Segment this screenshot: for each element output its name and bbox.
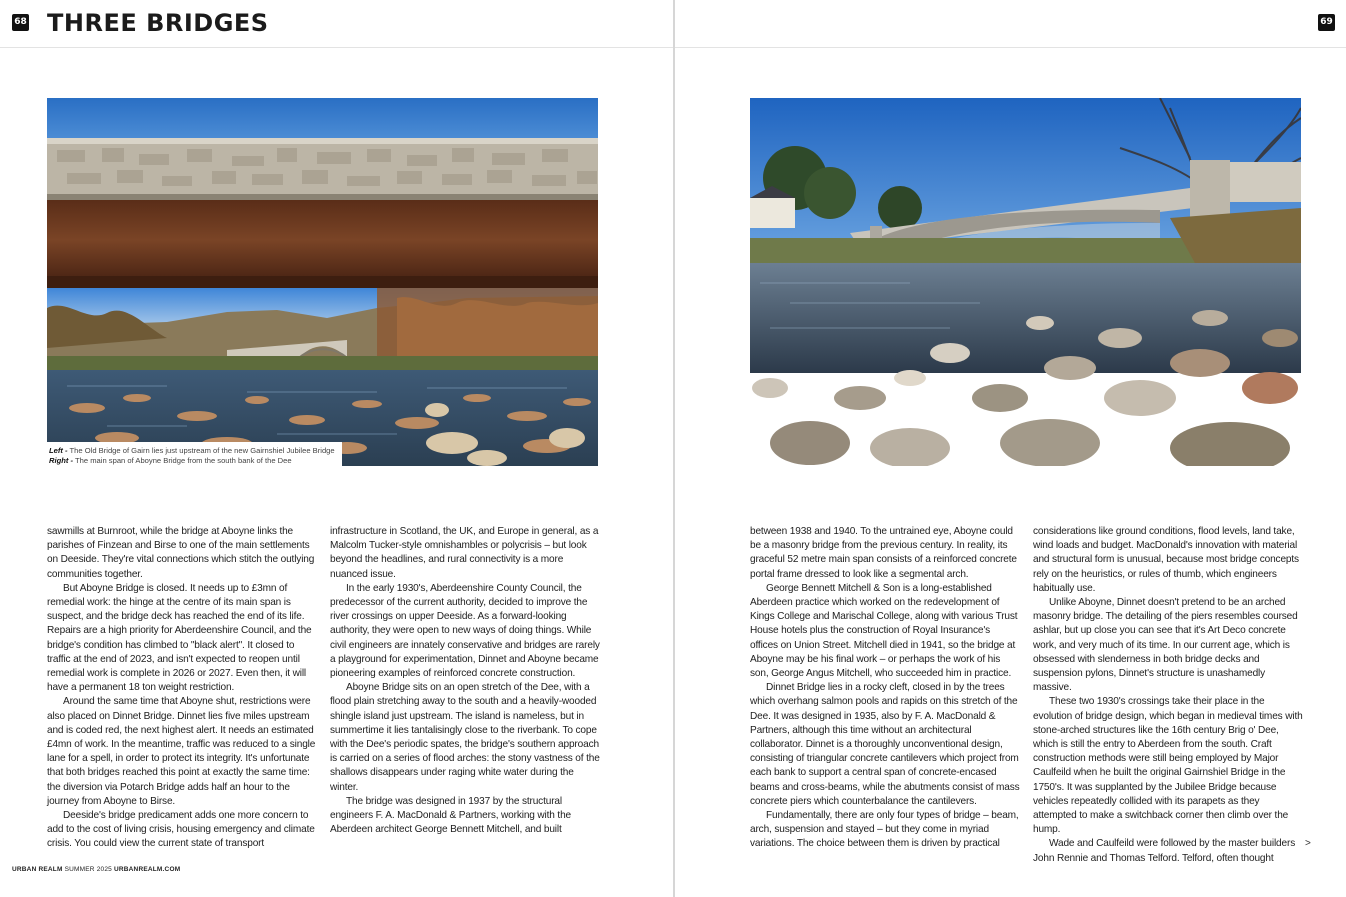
caption-left-text: The Old Bridge of Gairn lies just upstream of the new Gairnshiel Jubilee Bridge xyxy=(69,446,335,455)
folio xyxy=(12,866,180,873)
paragraph: Around the same time that Aboyne shut, restrictions were also placed on Dinnet Bridge. Dinnet lies five miles upstream and is coded red, the next highest alert. It needs an estimated £4mn of work. In the meantime, traffic was reduced to a single lane for a spell, in order to protect its integrity. It's unfortunate that both bridges reached this point at exactly the same time: the diversion via Potarch Bridge adds half an hour to the journey from Aboyne to Birse. xyxy=(47,696,316,807)
paragraph: Dinnet Bridge lies in a rocky cleft, closed in by the trees which overhang salmon pools and rapids on this stretch of the Dee. It was designed in 1935, also by F. A. MacDonald & Partners, although this time without an architectural collaborator. Dinnet is a thoroughly unconventional design, consisting of triangular concrete cantilevers which project from each bank to support a central span of concrete-encased beams and cross-beams, while the abutments consist of mass concrete piers which counterbalance the cantilevers. xyxy=(750,682,1020,807)
photo-caption xyxy=(47,442,342,466)
continue-arrow-icon: > xyxy=(1305,838,1311,849)
paragraph: Deeside's bridge predicament adds one more concern to add to the cost of living crisis, housing emergency and climate crisis. You could view the current state of transport xyxy=(47,810,315,850)
article-column-left-1 xyxy=(47,525,317,852)
page-number-left: 68 xyxy=(12,14,29,31)
header-rule xyxy=(0,47,673,48)
paragraph: But Aboyne Bridge is closed. It needs up to £3mn of remedial work: the hinge at the centre of its main span is suspect, and the bridge deck has reached the end of its life. Repairs are a high priority for Aberdeenshire Council, and the bridge's condition has climbed to "black alert". It closed to traffic at the end of 2023, and isn't expected to reopen until remedial work is complete in 2026 or 2027. Even then, it will have a permanent 18 ton weight restriction. xyxy=(47,582,312,694)
paragraph: Wade and Caulfeild were followed by the master builders John Rennie and Thomas Telford. Telford, often thought xyxy=(1033,838,1296,864)
article-column-right-2 xyxy=(1033,525,1303,866)
caption-right-label: Right - xyxy=(49,456,74,465)
publication-name: URBAN REALM xyxy=(12,866,63,873)
page-number-right: 69 xyxy=(1318,14,1335,31)
paragraph: between 1938 and 1940. To the untrained eye, Aboyne could be a masonry bridge from the previous century. In reality, its graceful 52 metre main span consists of a reinforced concrete portal frame dressed to look like a segmental arch. xyxy=(750,526,1017,580)
paragraph: Aboyne Bridge sits on an open stretch of the Dee, with a flood plain stretching away to the south and a heavily-wooded shingle island just upstream. The island is nameless, but in summertime it lies tantalisingly close to the riverbank. To cope with the Dee's periodic spates, the bridge's southern approach is carried on a series of flood arches: the stony vastness of the shallows disappears under raging white water during the winter. xyxy=(330,682,600,793)
left-photo xyxy=(47,98,598,466)
right-page xyxy=(675,0,1346,897)
right-photo xyxy=(750,98,1301,466)
paragraph: considerations like ground conditions, flood levels, land take, wind loads and budget. MacDonald's innovation with material and structural form is unusual, because most bridge concepts rely on the heuristics, or rules of thumb, which engineers habitually use. xyxy=(1033,526,1299,594)
paragraph: infrastructure in Scotland, the UK, and Europe in general, as a Malcolm Tucker-style omnishambles or polycrisis – but look beyond the headlines, and rural connectivity is a more nuanced issue. xyxy=(330,526,599,580)
header-rule xyxy=(675,47,1346,48)
issue-label: SUMMER 2025 xyxy=(62,866,114,873)
article-column-left-2 xyxy=(330,525,600,837)
section-title: THREE BRIDGES xyxy=(47,9,269,37)
paragraph: These two 1930's crossings take their place in the evolution of bridge design, which began in medieval times with stone-arched structures like the 16th century Brig o' Dee, which is still the entry to Aberdeen from the south. Craft construction methods were still being employed by Major Caulfeild when he built the original Gairnshiel Bridge in the 1750's. It was supplanted by the Jubilee Bridge because vehicles repeatedly collided with its parapets as they attempted to make a switchback corner then climb over the hump. xyxy=(1033,696,1303,836)
paragraph: George Bennett Mitchell & Son is a long-established Aberdeen practice which worked on the redevelopment of Kings College and Marischal College, along with various Trust House hotels plus the construction of Royal Insurance's offices on Union Street. Mitchell died in 1941, so the bridge at Aboyne may be his final work – or perhaps the work of his son, George Angus Mitchell, who succeeded him in practice. xyxy=(750,582,1018,680)
paragraph: Unlike Aboyne, Dinnet doesn't pretend to be an arched masonry bridge. The detailing of the piers resembles coursed ashlar, but up close you can see that it's Art Deco concrete work, and very much of its time. In our current age, which is obsessed with slenderness in both bridge decks and suspension pylons, Dinnet's structure is unashamedly massive. xyxy=(1033,597,1298,694)
paragraph: Fundamentally, there are only four types of bridge – beam, arch, suspension and stayed – but they come in myriad variations. The choice between them is driven by practical xyxy=(750,810,1019,850)
website-link[interactable]: URBANREALM.COM xyxy=(113,866,181,873)
caption-left-label: Left - xyxy=(49,446,68,455)
article-column-right-1 xyxy=(750,525,1020,852)
paragraph: In the early 1930's, Aberdeenshire County Council, the predecessor of the current authority, decided to improve the river crossings on upper Deeside. As a forward-looking authority, they were open to new ways of doing things. While civil engineers are innately conservative and bridges are rarely a playground for experimentation, Dinnet and Aboyne became pioneering examples of reinforced concrete construction. xyxy=(330,582,600,680)
river-under-bridge-photo xyxy=(47,98,598,466)
paragraph: sawmills at Burnroot, while the bridge at Aboyne links the parishes of Finzean and Birse to one of the main settlements on Deeside. They're vital connections which stitch the outlying communities together. xyxy=(47,526,315,580)
caption-right-text: The main span of Aboyne Bridge from the south bank of the Dee xyxy=(75,456,292,465)
paragraph: The bridge was designed in 1937 by the structural engineers F. A. MacDonald & Partners, working with the Aberdeen architect George Bennett Mitchell, and built xyxy=(330,795,572,836)
aboyne-bridge-photo xyxy=(750,98,1301,466)
